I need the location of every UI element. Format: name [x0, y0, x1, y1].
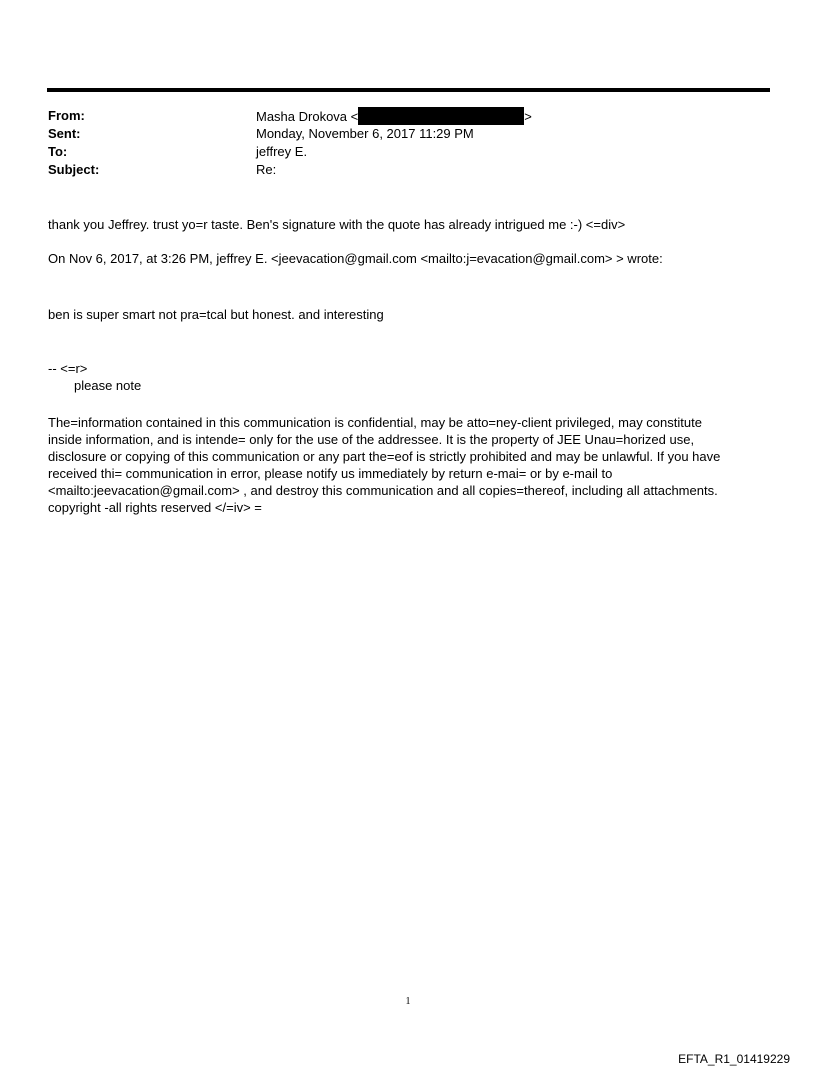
signature-separator: -- <=r> — [48, 361, 88, 376]
disclaimer-line: received thi= communication in error, please notify us immediately by return e-mai= or by e-mail to — [48, 466, 613, 481]
document-id: EFTA_R1_01419229 — [678, 1052, 790, 1066]
disclaimer-line: <mailto:jeevacation@gmail.com> , and destroy this communication and all copies=thereof, including all attachments. — [48, 483, 718, 498]
from-close: > — [524, 109, 532, 124]
sent-label: Sent: — [48, 126, 81, 141]
from-name: Masha Drokova < — [256, 109, 359, 124]
disclaimer-line: The=information contained in this communication is confidential, may be atto=ney-client privileged, may constitute — [48, 415, 702, 430]
disclaimer-line: disclosure or copying of this communication or any part the=eof is strictly prohibited and may be unlawful. If you have — [48, 449, 721, 464]
from-value — [256, 107, 532, 126]
quoted-text: ben is super smart not pra=tcal but honest. and interesting — [48, 307, 384, 322]
disclaimer-line: copyright -all rights reserved </=iv> = — [48, 500, 262, 515]
to-label: To: — [48, 144, 68, 159]
subject-label: Subject: — [48, 162, 100, 177]
sent-value: Monday, November 6, 2017 11:29 PM — [256, 126, 474, 141]
redaction-block — [358, 107, 524, 125]
please-note: please note — [74, 378, 142, 393]
subject-value: Re: — [256, 162, 277, 177]
to-value: jeffrey E. — [256, 144, 308, 159]
reply-line: thank you Jeffrey. trust yo=r taste. Ben's signature with the quote has already intrigued me :-) <=div> — [48, 217, 626, 232]
quote-intro: On Nov 6, 2017, at 3:26 PM, jeffrey E. <jeevacation@gmail.com <mailto:j=evacation@gmail.com> > wrote: — [48, 251, 663, 266]
disclaimer-line: inside information, and is intende= only for the use of the addressee. It is the property of JEE Unau=horized use, — [48, 432, 695, 447]
page-number: 1 — [405, 996, 411, 1007]
disclaimer — [48, 414, 768, 516]
from-label: From: — [48, 108, 85, 123]
header-rule — [47, 88, 770, 92]
